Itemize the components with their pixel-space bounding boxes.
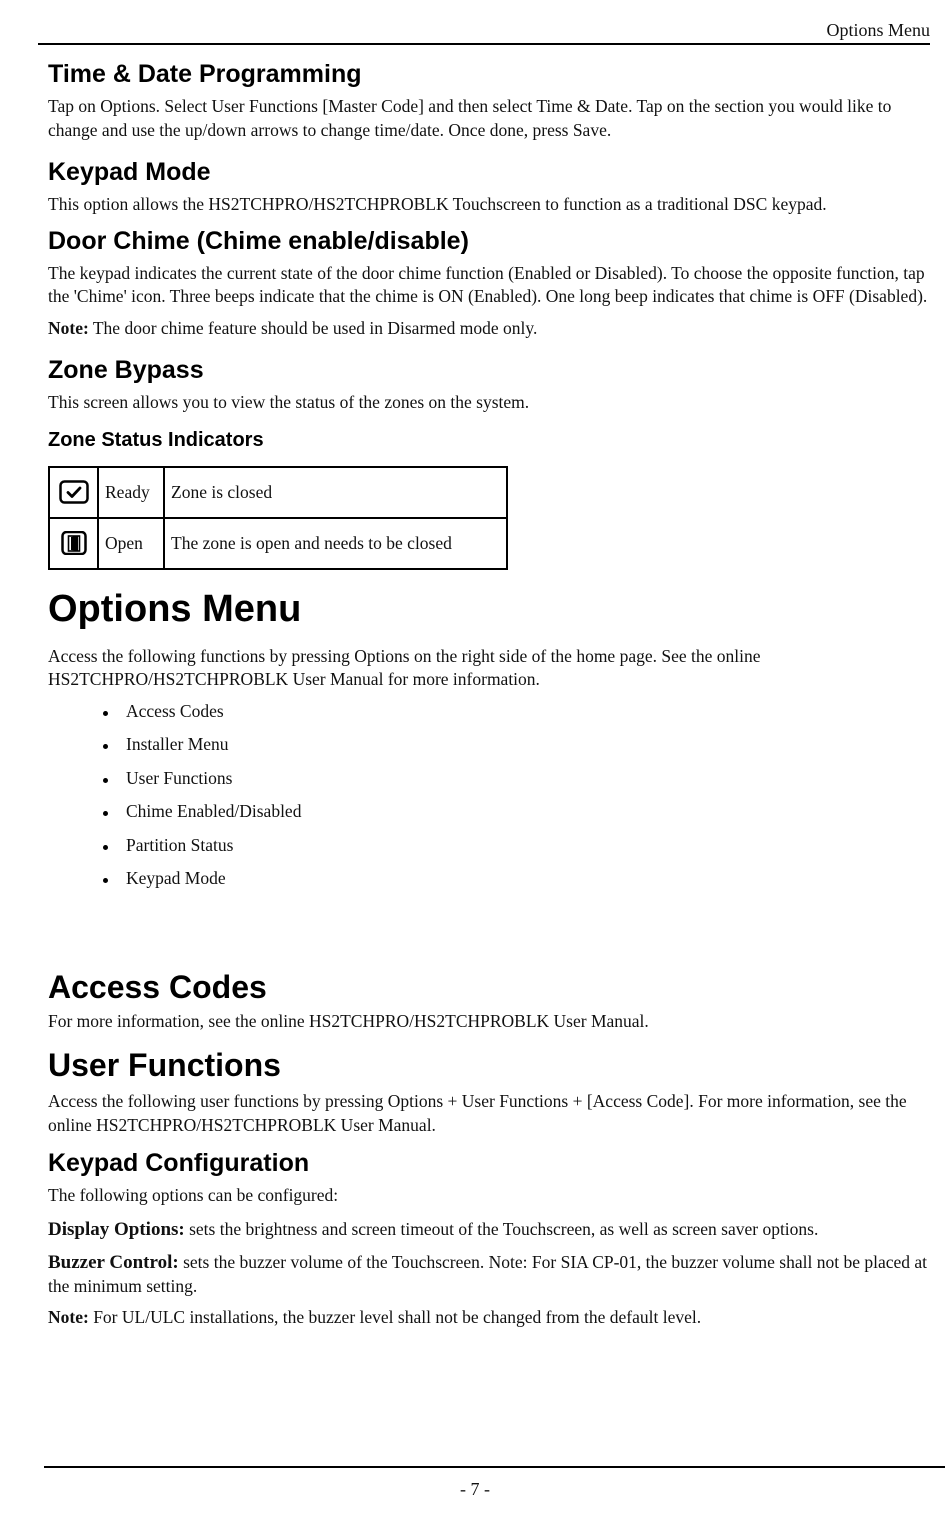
page-number: - 7 - xyxy=(460,1479,490,1499)
access-codes-body: For more information, see the online HS2TCHPRO/HS2TCHPROBLK User Manual. xyxy=(48,1010,649,1031)
keypad-configuration-body: The following options can be configured: xyxy=(48,1185,339,1205)
options-list xyxy=(48,700,936,891)
zone-bypass-body: This screen allows you to view the status of the zones on the system. xyxy=(48,392,530,412)
table-row xyxy=(49,467,507,518)
list-item: Installer Menu xyxy=(126,733,936,757)
footer-rule xyxy=(44,1466,945,1468)
header-rule xyxy=(38,43,930,45)
keypad-configuration-note xyxy=(48,1306,936,1330)
list-item: Chime Enabled/Disabled xyxy=(126,800,936,824)
note-text: For UL/ULC installations, the buzzer level shall not be changed from the default level. xyxy=(88,1307,702,1327)
time-date-body: Tap on Options. Select User Functions [Master Code] and then select Time & Date. Tap on the section you would like to change and use the up/down arrows to change time/date. Once done, press Save. xyxy=(48,96,892,140)
buzzer-control-text: sets the buzzer volume of the Touchscreen. Note: For SIA CP-01, the buzzer volume shall not be placed at the minimum setting. xyxy=(48,1252,928,1296)
door-chime-body: The keypad indicates the current state of the door chime function (Enabled or Disabled). To choose the opposite function, tap the 'Chime' icon. Three beeps indicate that the chime is ON (Enabled). One long beep indicates that chime is OFF (Disabled). xyxy=(48,262,928,306)
keypad-mode-body: This option allows the HS2TCHPRO/HS2TCHPROBLK Touchscreen to function as a traditional DSC keypad. xyxy=(48,194,827,214)
note-text: The door chime feature should be used in Disarmed mode only. xyxy=(88,317,538,338)
list-item: Partition Status xyxy=(126,834,936,858)
table-row xyxy=(49,518,507,569)
buzzer-control-label: Buzzer Control: xyxy=(48,1252,179,1273)
icon-cell xyxy=(49,467,98,518)
check-icon xyxy=(59,480,89,504)
display-options-label: Display Options: xyxy=(48,1218,185,1240)
options-menu-heading: Options Menu xyxy=(48,587,302,630)
display-options-text: sets the brightness and screen timeout of the Touchscreen, as well as screen saver options. xyxy=(184,1218,819,1239)
list-item: User Functions xyxy=(126,767,936,791)
note-label: Note: xyxy=(48,1307,89,1327)
note-label: Note: xyxy=(48,317,89,338)
list-item: Access Codes xyxy=(126,700,936,724)
zone-status-table xyxy=(48,466,508,570)
zone-status-indicators-heading: Zone Status Indicators xyxy=(48,428,264,451)
keypad-configuration-heading: Keypad Configuration xyxy=(48,1149,310,1177)
display-options-paragraph xyxy=(48,1218,936,1242)
options-menu-body: Access the following functions by pressing Options on the right side of the home page. See the online HS2TCHPRO/HS2TCHPROBLK User Manual for more information. xyxy=(48,645,761,689)
description-cell: The zone is open and needs to be closed xyxy=(164,518,507,569)
zone-bypass-heading: Zone Bypass xyxy=(48,356,204,384)
list-item: Keypad Mode xyxy=(126,867,936,891)
user-functions-heading: User Functions xyxy=(48,1047,281,1083)
buzzer-control-paragraph xyxy=(48,1251,936,1298)
access-codes-heading: Access Codes xyxy=(48,968,267,1005)
running-header: Options Menu xyxy=(826,20,930,40)
state-cell: Ready xyxy=(98,467,164,518)
door-chime-heading: Door Chime (Chime enable/disable) xyxy=(48,226,469,255)
icon-cell xyxy=(49,518,98,569)
state-cell: Open xyxy=(98,518,164,569)
door-chime-note xyxy=(48,317,936,341)
open-door-icon xyxy=(59,531,89,555)
keypad-mode-heading: Keypad Mode xyxy=(48,158,211,186)
page-content xyxy=(48,58,936,1330)
description-cell: Zone is closed xyxy=(164,467,507,518)
user-functions-body: Access the following user functions by pressing Options + User Functions + [Access Code]. For more information, see the online HS2TCHPRO/HS2TCHPROBLK User Manual. xyxy=(48,1091,907,1135)
time-date-heading: Time & Date Programming xyxy=(48,60,362,88)
